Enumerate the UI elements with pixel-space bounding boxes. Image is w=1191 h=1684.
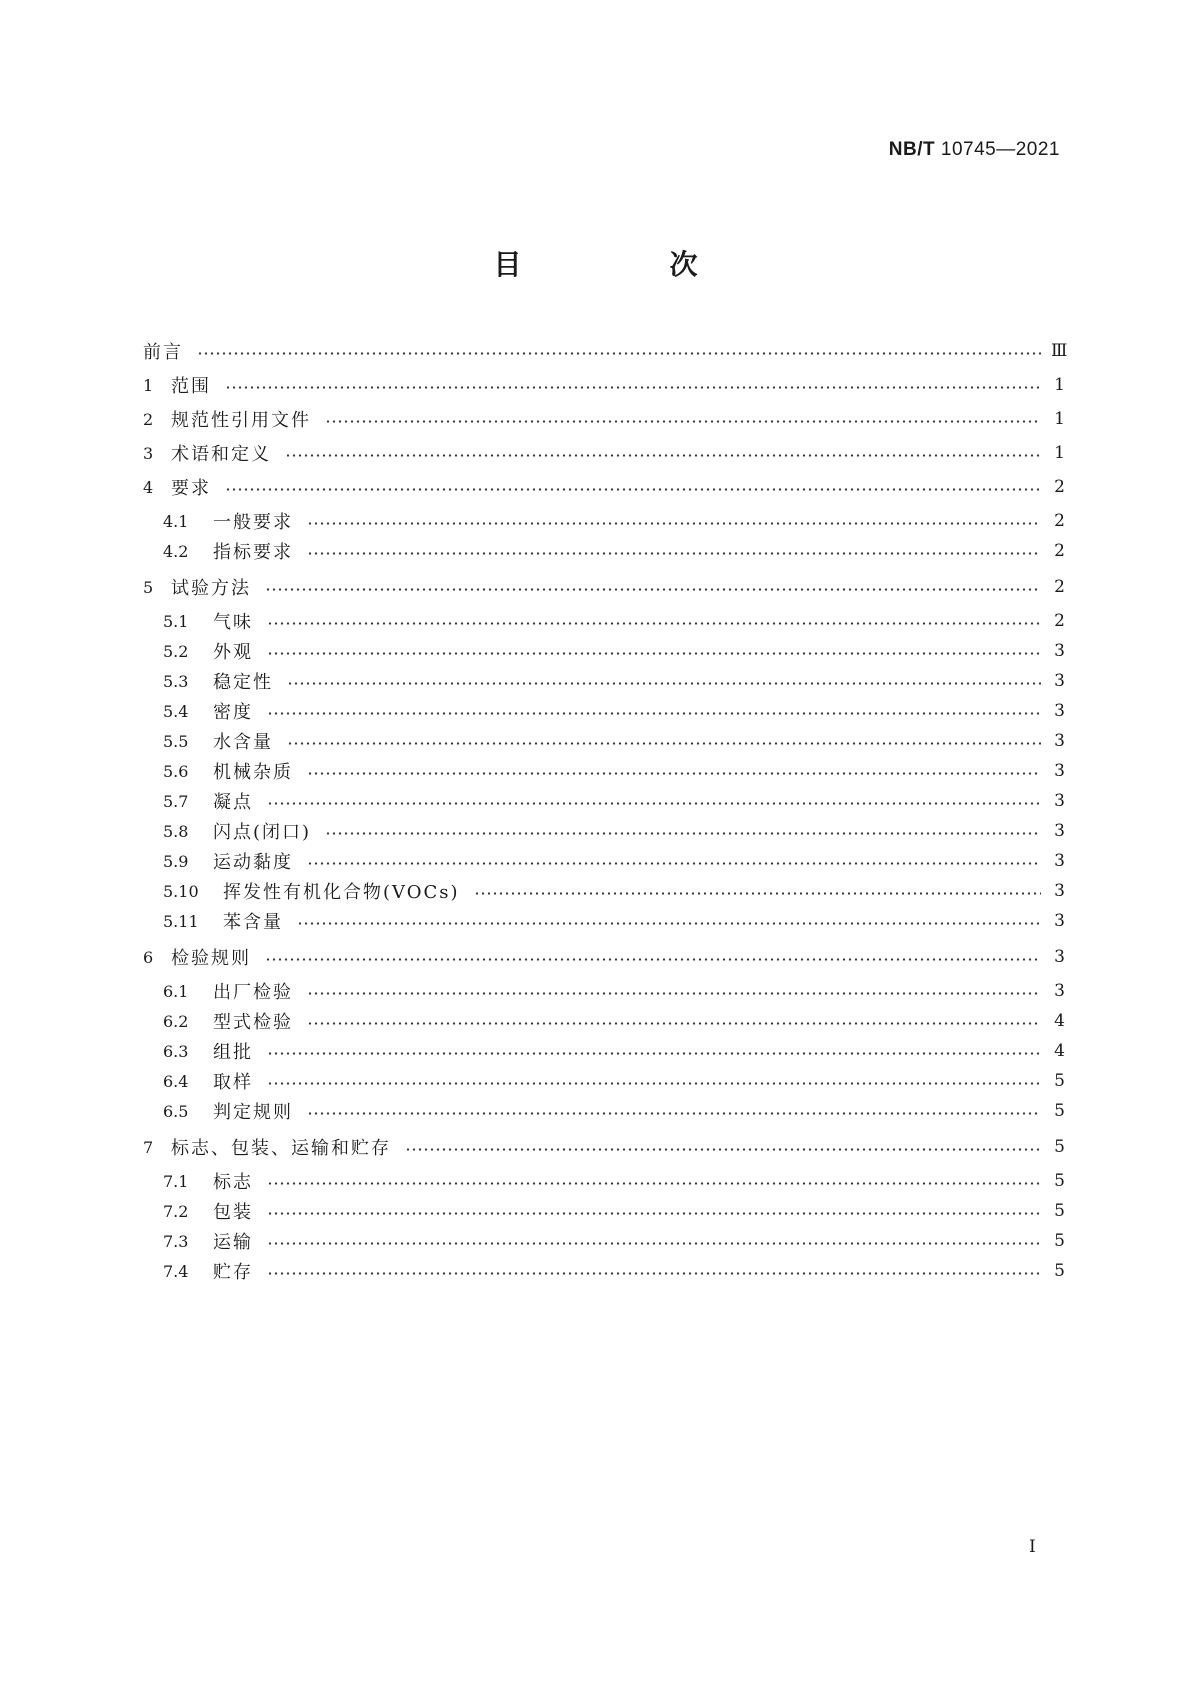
toc-entry[interactable] xyxy=(143,1134,1065,1160)
toc-entry[interactable] xyxy=(143,848,1065,874)
toc-entry-number: 3 xyxy=(143,443,154,463)
toc-entry-label: 一般要求 xyxy=(213,512,293,533)
toc-entry-number: 6 xyxy=(143,947,154,967)
page-number: I xyxy=(1029,1537,1036,1557)
toc-entry[interactable] xyxy=(143,406,1065,432)
toc-entry-page: 2 xyxy=(1054,511,1065,531)
toc-entry-label: 组批 xyxy=(213,1042,253,1063)
toc-leader-dots xyxy=(197,352,1041,355)
toc-entry-page: 1 xyxy=(1054,409,1065,429)
toc-entry-page: 3 xyxy=(1054,911,1065,931)
toc-entry-label: 外观 xyxy=(213,642,253,663)
toc-entry[interactable] xyxy=(143,372,1065,398)
toc-entry[interactable] xyxy=(143,440,1065,466)
toc-entry-number: 7.4 xyxy=(163,1261,189,1281)
toc-entry-page: 4 xyxy=(1054,1011,1065,1031)
toc-entry-page: Ⅲ xyxy=(1051,341,1068,361)
toc-entry[interactable] xyxy=(143,728,1065,754)
toc-entry-number: 5.7 xyxy=(163,791,189,811)
toc-entry-label: 型式检验 xyxy=(213,1012,293,1033)
toc-entry-page: 3 xyxy=(1054,881,1065,901)
toc-entry[interactable] xyxy=(143,698,1065,724)
toc-entry-page: 3 xyxy=(1054,981,1065,1001)
toc-entry-label: 出厂检验 xyxy=(213,982,293,1003)
toc-leader-dots xyxy=(267,1082,1041,1085)
toc-leader-dots xyxy=(287,682,1041,685)
toc-entry-number: 4.1 xyxy=(163,511,189,531)
toc-entry-label: 规范性引用文件 xyxy=(171,410,311,431)
toc-leader-dots xyxy=(267,712,1041,715)
toc-entry-label: 运输 xyxy=(213,1232,253,1253)
toc-entry-label: 试验方法 xyxy=(171,578,251,599)
toc-leader-dots xyxy=(267,802,1041,805)
toc-leader-dots xyxy=(307,552,1041,555)
toc-entry[interactable] xyxy=(143,1008,1065,1034)
toc-entry-label: 范围 xyxy=(171,376,211,397)
toc-entry[interactable] xyxy=(143,1228,1065,1254)
toc-entry-label: 检验规则 xyxy=(171,948,251,969)
toc-entry-number: 6.5 xyxy=(163,1101,189,1121)
toc-leader-dots xyxy=(307,862,1041,865)
toc-leader-dots xyxy=(267,652,1041,655)
toc-entry[interactable] xyxy=(143,944,1065,970)
toc-entry-page: 3 xyxy=(1054,761,1065,781)
toc-entry-page: 5 xyxy=(1054,1231,1065,1251)
toc-entry[interactable] xyxy=(143,474,1065,500)
toc-entry-label: 取样 xyxy=(213,1072,253,1093)
toc-entry-page: 3 xyxy=(1054,947,1065,967)
standard-prefix: NB/T xyxy=(888,139,936,160)
toc-entry[interactable] xyxy=(143,878,1065,904)
toc-leader-dots xyxy=(267,1242,1041,1245)
toc-leader-dots xyxy=(405,1148,1041,1151)
toc-entry-page: 2 xyxy=(1054,541,1065,561)
toc-entry-label: 水含量 xyxy=(213,732,273,753)
toc-entry-page: 2 xyxy=(1054,477,1065,497)
toc-entry[interactable] xyxy=(143,1168,1065,1194)
toc-entry-label: 贮存 xyxy=(213,1262,253,1283)
toc-entry-number: 6.4 xyxy=(163,1071,189,1091)
toc-entry[interactable] xyxy=(143,508,1065,534)
toc-leader-dots xyxy=(287,742,1041,745)
toc-entry[interactable] xyxy=(143,1098,1065,1124)
toc-entry-page: 1 xyxy=(1054,443,1065,463)
toc-entry-page: 3 xyxy=(1054,791,1065,811)
toc-entry[interactable] xyxy=(143,574,1065,600)
toc-entry[interactable] xyxy=(143,978,1065,1004)
toc-entry-label: 运动黏度 xyxy=(213,852,293,873)
toc-entry-number: 6.3 xyxy=(163,1041,189,1061)
toc-entry[interactable] xyxy=(143,908,1065,934)
toc-entry[interactable] xyxy=(143,608,1065,634)
toc-entry-number: 5.8 xyxy=(163,821,189,841)
toc-entry-page: 3 xyxy=(1054,851,1065,871)
toc-entry-page: 2 xyxy=(1054,611,1065,631)
toc-leader-dots xyxy=(267,1182,1041,1185)
toc-entry-page: 5 xyxy=(1054,1071,1065,1091)
toc-leader-dots xyxy=(307,1112,1041,1115)
toc-entry-label: 机械杂质 xyxy=(213,762,293,783)
toc-entry-label: 密度 xyxy=(213,702,253,723)
toc-entry-number: 4.2 xyxy=(163,541,189,561)
toc-entry[interactable] xyxy=(143,638,1065,664)
toc-entry-page: 5 xyxy=(1054,1101,1065,1121)
toc-leader-dots xyxy=(285,454,1041,457)
toc-entry-label: 标志、包装、运输和贮存 xyxy=(171,1138,391,1159)
toc-entry-number: 5.3 xyxy=(163,671,189,691)
toc-leader-dots xyxy=(267,1212,1041,1215)
toc-leader-dots xyxy=(225,488,1041,491)
toc-leader-dots xyxy=(265,958,1041,961)
toc-entry-label: 苯含量 xyxy=(223,912,283,933)
page-title: 目 次 xyxy=(493,248,758,281)
toc-entry-label: 闪点(闭口) xyxy=(213,822,312,843)
standard-code xyxy=(889,139,1060,161)
toc-leader-dots xyxy=(225,386,1041,389)
toc-entry[interactable] xyxy=(143,788,1065,814)
toc-leader-dots xyxy=(265,588,1041,591)
toc-leader-dots xyxy=(325,420,1041,423)
toc-entry[interactable] xyxy=(143,758,1065,784)
toc-entry-page: 1 xyxy=(1054,375,1065,395)
toc-entry-page: 3 xyxy=(1054,731,1065,751)
toc-entry-number: 5.5 xyxy=(163,731,189,751)
toc-entry[interactable] xyxy=(143,338,1068,364)
toc-leader-dots xyxy=(325,832,1041,835)
toc-leader-dots xyxy=(297,922,1041,925)
toc-leader-dots xyxy=(267,622,1041,625)
standard-number: 10745—2021 xyxy=(940,139,1060,160)
toc-entry-number: 5.4 xyxy=(163,701,189,721)
toc-entry-number: 4 xyxy=(143,477,154,497)
toc-entry-number: 6.1 xyxy=(163,981,189,1001)
toc-entry-page: 3 xyxy=(1054,821,1065,841)
toc-entry-label: 挥发性有机化合物(VOCs) xyxy=(223,882,460,903)
toc-entry[interactable] xyxy=(143,1258,1065,1284)
toc-entry-label: 术语和定义 xyxy=(171,444,271,465)
toc-entry-label: 凝点 xyxy=(213,792,253,813)
toc-entry[interactable] xyxy=(143,818,1065,844)
toc-leader-dots xyxy=(307,992,1041,995)
toc-entry-page: 5 xyxy=(1054,1171,1065,1191)
toc-entry[interactable] xyxy=(143,668,1065,694)
toc-entry-page: 5 xyxy=(1054,1261,1065,1281)
toc-leader-dots xyxy=(267,1272,1041,1275)
toc-leader-dots xyxy=(307,1022,1041,1025)
toc-leader-dots xyxy=(307,772,1041,775)
toc-entry[interactable] xyxy=(143,1198,1065,1224)
toc-entry-page: 5 xyxy=(1054,1137,1065,1157)
toc-entry-number: 5.2 xyxy=(163,641,189,661)
toc-entry-page: 3 xyxy=(1054,641,1065,661)
toc-entry-number: 5.1 xyxy=(163,611,189,631)
toc-entry-label: 气味 xyxy=(213,612,253,633)
toc-entry-label: 指标要求 xyxy=(213,542,293,563)
toc-entry[interactable] xyxy=(143,1038,1065,1064)
toc-entry-number: 7 xyxy=(143,1137,154,1157)
toc-entry-number: 7.2 xyxy=(163,1201,189,1221)
toc-leader-dots xyxy=(474,892,1042,895)
toc-entry-number: 7.1 xyxy=(163,1171,189,1191)
toc-entry-number: 5.9 xyxy=(163,851,189,871)
toc-entry-page: 3 xyxy=(1054,671,1065,691)
toc-entry-page: 5 xyxy=(1054,1201,1065,1221)
toc-entry-number: 2 xyxy=(143,409,154,429)
toc-entry-page: 2 xyxy=(1054,577,1065,597)
toc-entry-label: 判定规则 xyxy=(213,1102,293,1123)
toc-entry-label: 稳定性 xyxy=(213,672,273,693)
toc-entry-number: 5.10 xyxy=(163,881,199,901)
toc-entry-number: 6.2 xyxy=(163,1011,189,1031)
toc-entry-number: 1 xyxy=(143,375,154,395)
toc-entry-label: 标志 xyxy=(213,1172,253,1193)
toc-entry-label: 前言 xyxy=(143,342,183,363)
toc-leader-dots xyxy=(267,1052,1041,1055)
toc-entry-label: 要求 xyxy=(171,478,211,499)
toc-entry-label: 包装 xyxy=(213,1202,253,1223)
toc-entry-page: 4 xyxy=(1054,1041,1065,1061)
toc-entry[interactable] xyxy=(143,538,1065,564)
toc-entry-number: 7.3 xyxy=(163,1231,189,1251)
toc-entry-page: 3 xyxy=(1054,701,1065,721)
toc-entry-number: 5.6 xyxy=(163,761,189,781)
toc-entry-number: 5 xyxy=(143,577,154,597)
toc-leader-dots xyxy=(307,522,1041,525)
toc-entry-number: 5.11 xyxy=(163,911,199,931)
toc-entry[interactable] xyxy=(143,1068,1065,1094)
